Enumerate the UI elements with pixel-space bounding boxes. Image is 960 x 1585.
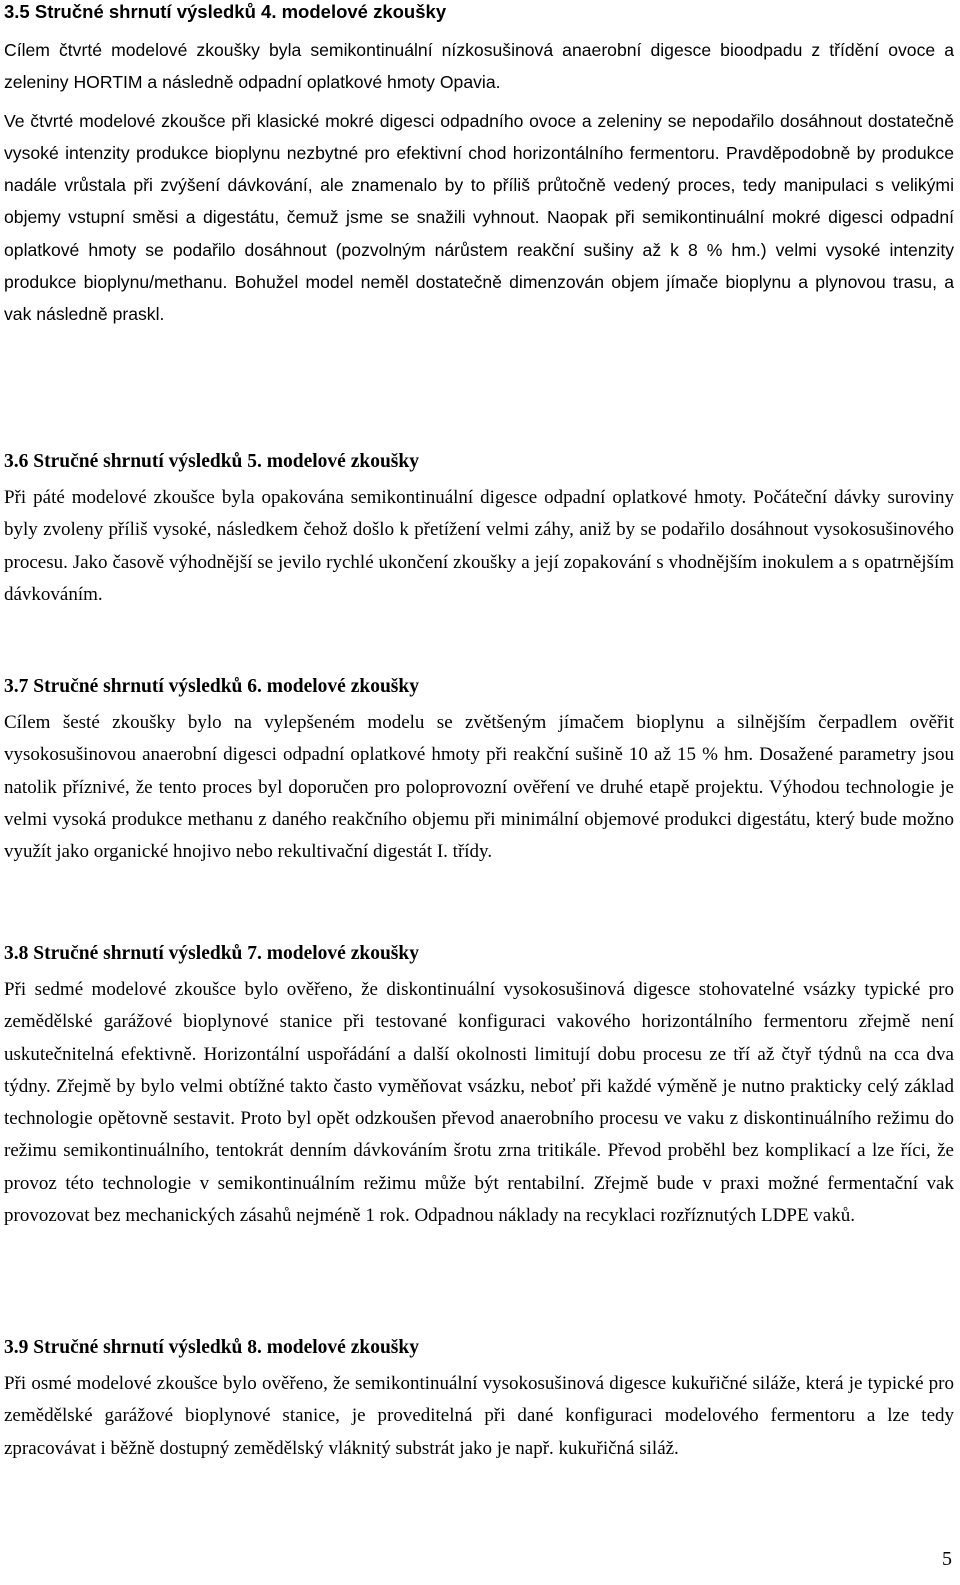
paragraph: Cílem šesté zkoušky bylo na vylepšeném modelu se zvětšeným jímačem bioplynu a silnějším čerpadlem ověřit vysokosušinovou anaerobní digesci odpadní oplatkové hmoty při reakční sušině 10 až 15 % hm. Dosažené parametry jsou natolik příznivé, že tento proces byl doporučen pro poloprovozní ověření ve druhé etapě projektu. Výhodou technologie je velmi vysoká produkce methanu z daného reakčního objemu při minimální objemové produkci digestátu, který bude možno využít jako organické hnojivo nebo rekultivační digestát I. třídy. bbox=[4, 712, 954, 863]
paragraph: Při sedmé modelové zkoušce bylo ověřeno, že diskontinuální vysokosušinová digesce stohovatelné vsázky typické pro zemědělské garážové bioplynové stanice při testované konfiguraci vakového horizontálního fermentoru zřejmě není uskutečnitelná efektivně. Horizontální uspořádání a další okolnosti limitují dobu procesu ze tří až čtyř týdnů na cca dva týdny. Zřejmě by bylo velmi obtížné takto často vyměňovat vsázku, neboť při každé výměně je nutno prakticky celý základ technologie opětovně sestavit. Proto byl opět odzkoušen převod anaerobního procesu ve vaku z diskontinuálního režimu do režimu semikontinuálního, tentokrát denním dávkováním šrotu zrna tritikále. Převod proběhl bez komplikací a lze říci, že provoz této technologie v semikontinuálním režimu může být rentabilní. Zřejmě bude v praxi možné fermentační vak provozovat bez mechanických zásahů nejméně 1 rok. Odpadnou náklady na recyklaci rozříznutých LDPE vaků. bbox=[4, 979, 954, 1227]
paragraph: Při páté modelové zkoušce byla opakována semikontinuální digesce odpadní oplatkové hmoty. Počáteční dávky suroviny byly zvoleny příliš vysoké, následkem čehož došlo k přetížení velmi záhy, aniž by se podařilo dosáhnout vysokosušinového procesu. Jako časově výhodnější se jevilo rychlé ukončení zkoušky a její zopakování s vhodnějším inokulem a s opatrnějším dávkováním. bbox=[4, 487, 954, 605]
section-3-8 bbox=[4, 942, 954, 1232]
section-heading: 3.7 Stručné shrnutí výsledků 6. modelové zkoušky bbox=[4, 676, 419, 697]
page-number: 5 bbox=[942, 1548, 952, 1570]
section-3-6 bbox=[4, 450, 954, 611]
paragraph: Při osmé modelové zkoušce bylo ověřeno, že semikontinuální vysokosušinová digesce kukuřičné siláže, která je typické pro zemědělské garážové bioplynové stanice, je proveditelná při dané konfiguraci modelového fermentoru a lze tedy zpracovávat i běžně dostupný zemědělský vláknitý substrát jako je např. kukuřičná siláž. bbox=[4, 1373, 954, 1459]
section-heading: 3.5 Stručné shrnutí výsledků 4. modelové zkoušky bbox=[4, 1, 447, 22]
paragraph: Cílem čtvrté modelové zkoušky byla semikontinuální nízkosušinová anaerobní digesce bioodpadu z třídění ovoce a zeleniny HORTIM a následně odpadní oplatkové hmoty Opavia. bbox=[4, 40, 954, 93]
section-3-5 bbox=[4, 0, 954, 331]
section-3-7 bbox=[4, 675, 954, 868]
section-heading: 3.9 Stručné shrnutí výsledků 8. modelové zkoušky bbox=[4, 1337, 419, 1358]
paragraph: Ve čtvrté modelové zkoušce při klasické mokré digesci odpadního ovoce a zeleniny se nepodařilo dosáhnout dostatečně vysoké intenzity produkce bioplynu nezbytné pro efektivní chod horizontálního fermentoru. Pravděpodobně by produkce nadále vrůstala při zvýšení dávkování, ale znamenalo by to příliš průtočně vedený proces, tedy manipulaci s velikými objemy vstupní směsi a digestátu, čemuž jsme se snažili vyhnout. Naopak při semikontinuální mokré digesci odpadní oplatkové hmoty se podařilo dosáhnout (pozvolným nárůstem reakční sušiny až k 8 % hm.) velmi vysoké intenzity produkce bioplynu/methanu. Bohužel model neměl dostatečně dimenzován objem jímače bioplynu a plynovou trasu, a vak následně praskl. bbox=[4, 110, 954, 325]
section-heading: 3.8 Stručné shrnutí výsledků 7. modelové zkoušky bbox=[4, 943, 419, 964]
section-heading: 3.6 Stručné shrnutí výsledků 5. modelové zkoušky bbox=[4, 451, 419, 472]
section-3-9 bbox=[4, 1336, 954, 1465]
